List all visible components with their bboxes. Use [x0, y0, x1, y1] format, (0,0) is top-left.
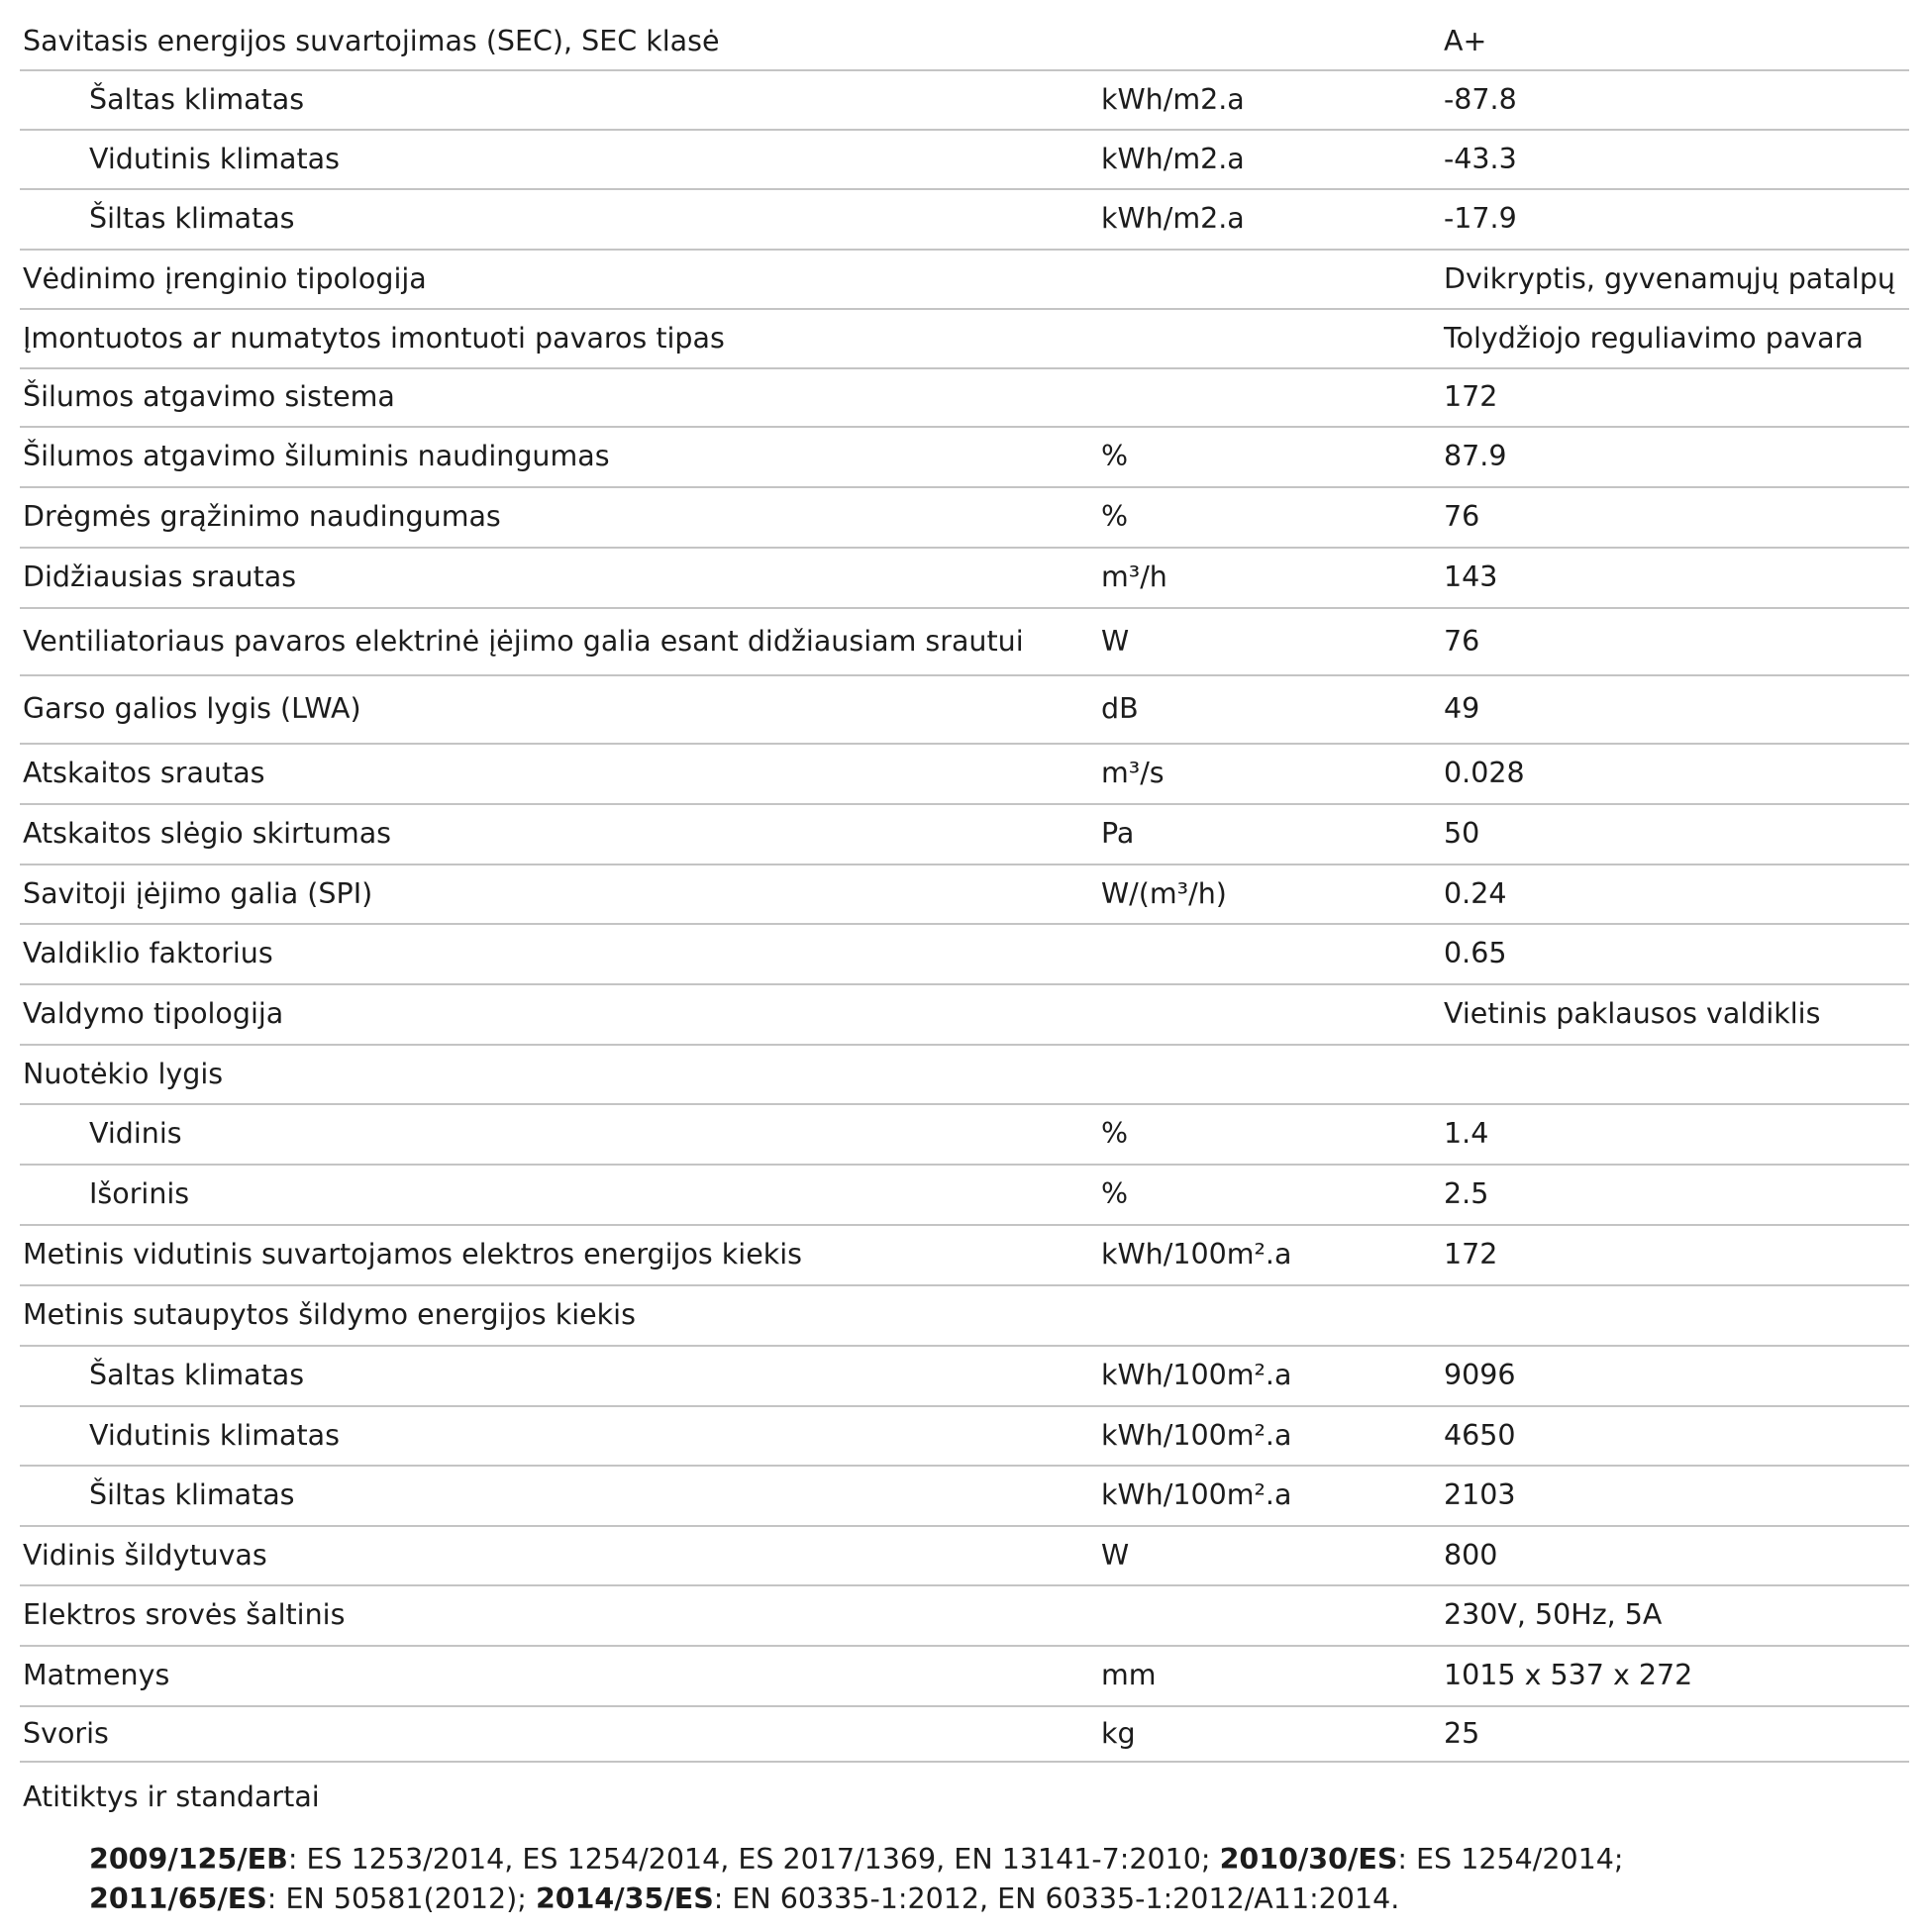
row-value: 2.5: [1444, 1177, 1489, 1211]
table-row: [20, 1647, 1909, 1707]
row-label: Garso galios lygis (LWA): [23, 692, 361, 726]
table-row: [20, 609, 1909, 676]
row-label: Valdymo tipologija: [23, 997, 284, 1031]
row-label: Šilumos atgavimo sistema: [23, 380, 395, 414]
table-row: [20, 14, 1909, 71]
table-row: [20, 1046, 1909, 1105]
row-label: Drėgmės grąžinimo naudingumas: [23, 500, 501, 534]
table-row: [20, 676, 1909, 745]
row-label: Išorinis: [89, 1177, 190, 1211]
standards-text: [89, 1840, 1891, 1919]
table-row: [20, 131, 1909, 190]
row-unit: mm: [1101, 1659, 1157, 1692]
table-row: [20, 488, 1909, 549]
row-label: Vidutinis klimatas: [89, 142, 340, 175]
row-value: -87.8: [1444, 82, 1517, 116]
row-label: Valdiklio faktorius: [23, 937, 273, 970]
row-label: Vidutinis klimatas: [89, 1418, 340, 1452]
row-value: -43.3: [1444, 142, 1517, 175]
row-unit: kWh/100m².a: [1101, 1238, 1292, 1271]
row-value: 230V, 50Hz, 5A: [1444, 1598, 1663, 1632]
row-unit: m³/s: [1101, 757, 1165, 790]
table-row: [20, 1467, 1909, 1527]
table-row: [20, 549, 1909, 609]
row-label: Elektros srovės šaltinis: [23, 1598, 346, 1632]
row-unit: dB: [1101, 692, 1139, 726]
row-value: 800: [1444, 1538, 1498, 1572]
spec-table: [20, 14, 1909, 1763]
row-label: Svoris: [23, 1716, 109, 1750]
row-label: Savitasis energijos suvartojimas (SEC), SEC klasė: [23, 24, 720, 57]
row-value: -17.9: [1444, 202, 1517, 236]
standard-detail: : EN 50581(2012);: [266, 1882, 536, 1915]
row-value: 76: [1444, 624, 1480, 658]
table-row: [20, 310, 1909, 369]
row-value: 76: [1444, 500, 1480, 534]
row-unit: Pa: [1101, 817, 1135, 851]
table-row: [20, 985, 1909, 1046]
row-value: 172: [1444, 380, 1498, 414]
row-label: Atskaitos slėgio skirtumas: [23, 817, 392, 851]
row-unit: kg: [1101, 1716, 1136, 1750]
row-unit: %: [1101, 500, 1129, 534]
table-row: [20, 428, 1909, 488]
table-row: [20, 1226, 1909, 1286]
row-label: Metinis sutaupytos šildymo energijos kiekis: [23, 1298, 636, 1332]
standard-detail: : ES 1254/2014;: [1397, 1843, 1624, 1876]
row-unit: kWh/m2.a: [1101, 202, 1245, 236]
row-value: 9096: [1444, 1359, 1516, 1392]
row-value: A+: [1444, 24, 1487, 57]
standard-code: 2014/35/ES: [535, 1882, 714, 1915]
table-row: [20, 251, 1909, 310]
row-label: Vidinis šildytuvas: [23, 1538, 267, 1572]
table-row: [20, 369, 1909, 428]
standard-code: 2009/125/EB: [89, 1843, 288, 1876]
row-unit: %: [1101, 440, 1129, 473]
row-value: 1.4: [1444, 1117, 1489, 1151]
row-label: Didžiausias srautas: [23, 560, 297, 594]
row-unit: W/(m³/h): [1101, 876, 1227, 910]
table-row: [20, 1527, 1909, 1586]
row-value: 1015 x 537 x 272: [1444, 1659, 1693, 1692]
row-label: Nuotėkio lygis: [23, 1057, 224, 1090]
row-value: 0.65: [1444, 937, 1507, 970]
row-value: 2103: [1444, 1478, 1516, 1512]
row-value: 87.9: [1444, 440, 1507, 473]
table-row: [20, 1105, 1909, 1166]
row-label: Metinis vidutinis suvartojamos elektros energijos kiekis: [23, 1238, 803, 1271]
row-value: 4650: [1444, 1418, 1516, 1452]
row-value: 172: [1444, 1238, 1498, 1271]
table-row: [20, 745, 1909, 805]
row-unit: kWh/m2.a: [1101, 82, 1245, 116]
row-value: 25: [1444, 1716, 1480, 1750]
row-value: 50: [1444, 817, 1480, 851]
table-row: [20, 1707, 1909, 1763]
row-label: Šilumos atgavimo šiluminis naudingumas: [23, 440, 610, 473]
row-unit: kWh/100m².a: [1101, 1359, 1292, 1392]
row-unit: %: [1101, 1117, 1129, 1151]
table-row: [20, 1166, 1909, 1226]
table-row: [20, 805, 1909, 865]
row-unit: W: [1101, 624, 1130, 658]
row-label: Vidinis: [89, 1117, 182, 1151]
standard-detail: : ES 1253/2014, ES 1254/2014, ES 2017/1369, EN 13141-7:2010;: [287, 1843, 1220, 1876]
table-row: [20, 1286, 1909, 1347]
row-label: Šiltas klimatas: [89, 1478, 295, 1512]
row-unit: kWh/100m².a: [1101, 1418, 1292, 1452]
table-row: [20, 925, 1909, 985]
row-unit: kWh/m2.a: [1101, 142, 1245, 175]
table-row: [20, 1347, 1909, 1407]
row-label: Įmontuotos ar numatytos imontuoti pavaros tipas: [23, 321, 725, 355]
row-value: Tolydžiojo reguliavimo pavara: [1444, 321, 1864, 355]
row-label: Savitoji įėjimo galia (SPI): [23, 876, 373, 910]
row-value: 0.24: [1444, 876, 1507, 910]
row-unit: kWh/100m².a: [1101, 1478, 1292, 1512]
standard-code: 2011/65/ES: [89, 1882, 267, 1915]
row-value: 0.028: [1444, 757, 1525, 790]
row-value: 49: [1444, 692, 1480, 726]
row-label: Šaltas klimatas: [89, 1359, 305, 1392]
row-value: Dvikryptis, gyvenamųjų patalpų: [1444, 261, 1895, 295]
row-label: Šiltas klimatas: [89, 202, 295, 236]
row-value: Vietinis paklausos valdiklis: [1444, 997, 1821, 1031]
table-row: [20, 1586, 1909, 1647]
standard-detail: : EN 60335-1:2012, EN 60335-1:2012/A11:2014.: [713, 1882, 1400, 1915]
table-row: [20, 71, 1909, 131]
row-value: 143: [1444, 560, 1498, 594]
row-label: Šaltas klimatas: [89, 82, 305, 116]
table-row: [20, 1407, 1909, 1467]
table-row: [20, 865, 1909, 925]
row-unit: m³/h: [1101, 560, 1167, 594]
row-unit: %: [1101, 1177, 1129, 1211]
standards-heading: Atitiktys ir standartai: [23, 1780, 320, 1813]
row-label: Vėdinimo įrenginio tipologija: [23, 261, 427, 295]
table-row: [20, 190, 1909, 251]
row-label: Ventiliatoriaus pavaros elektrinė įėjimo galia esant didžiausiam srautui: [23, 624, 1024, 658]
row-label: Atskaitos srautas: [23, 757, 265, 790]
row-label: Matmenys: [23, 1659, 170, 1692]
row-unit: W: [1101, 1538, 1130, 1572]
standard-code: 2010/30/ES: [1219, 1843, 1398, 1876]
